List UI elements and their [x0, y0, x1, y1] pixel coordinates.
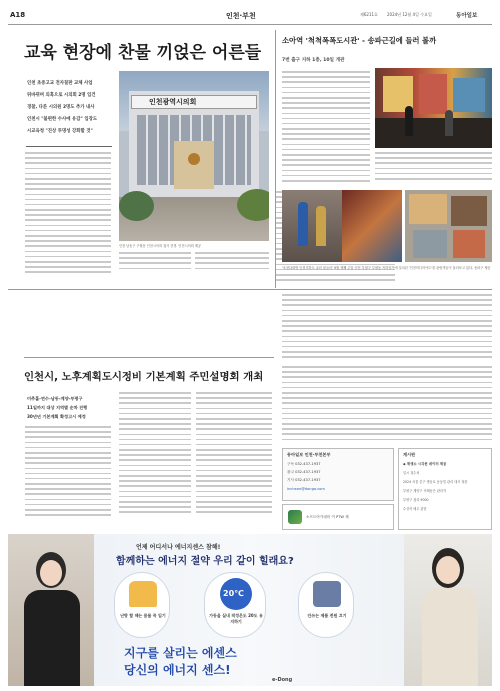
ad-pill-label: 난방 할 때는 몸물 목 입기 — [120, 613, 166, 618]
ad-model-right — [404, 534, 492, 686]
ad-temp: 20℃ — [223, 589, 244, 598]
contact-label: 구독 — [287, 462, 294, 466]
story3-body-col1 — [25, 426, 111, 518]
story3-top-rule — [24, 357, 274, 358]
story2-body-col1 — [282, 71, 370, 186]
notice-row — [403, 479, 489, 484]
small-ad-logo-icon — [288, 510, 302, 524]
contact-label: 광고 — [287, 470, 294, 474]
notice-cell: 서울 중구 명동로 동동빌 관리 대사 절한 — [412, 480, 468, 484]
contact-row — [287, 462, 321, 467]
notice-cell: 2024 — [403, 480, 412, 484]
plug-icon — [313, 581, 341, 607]
notice-cell: 수상자 배우 관한 — [403, 507, 427, 511]
issue-date: 2024년 12월 4일 수요일 — [387, 12, 432, 17]
photo-caption: 인천 남동구 구월동 인천시의회 청사 전경. 인천시의회 제공 — [119, 244, 202, 248]
story3-body-col3 — [196, 392, 272, 518]
story1-lead-line: 인천 초중고교 전자칠판 교체 사업 — [27, 81, 93, 86]
notice-title: 게시판 — [403, 452, 416, 457]
contact-phone: 032-437-1937 — [295, 470, 321, 474]
contact-row — [287, 470, 321, 475]
ad-model-left — [8, 534, 94, 686]
story3-headline: 인천시, 노후계획도시정비 기본계획 주민설명회 개최 — [24, 371, 264, 383]
contact-title: 동아일보 인천·부천본부 — [287, 452, 331, 457]
story2-body-col4 — [282, 366, 492, 444]
story2-subhead: 7번 출구 지하 1층, 10일 개관 — [282, 58, 345, 63]
council-sign: 인천광역시의회 — [149, 98, 197, 106]
story2-body-col3 — [282, 294, 492, 364]
notice-cell: 부평구 계양구 의례동은 관리자 — [403, 489, 447, 493]
story2-headline: 소아역 '척척폭폭도시관' - 송파근길에 들러 볼까 — [282, 36, 437, 45]
issue-number: 제6211호 — [360, 12, 378, 17]
paper-name: 동아일보 — [456, 13, 478, 19]
contact-box — [282, 448, 394, 501]
contact-email[interactable]: incheon@donga.com — [287, 487, 325, 491]
contact-phone: 032-437-1937 — [295, 462, 321, 466]
emblem-icon — [188, 153, 200, 165]
story1-lead-line: 시교육청 "진상 투명성 강화할 것" — [27, 129, 93, 134]
story2-body-col2 — [375, 152, 492, 184]
ad-pill-2 — [204, 572, 266, 638]
notice-cell: 일시 — [403, 471, 410, 475]
ad-slogan-1: 지구를 살리는 에센스 — [124, 646, 237, 660]
contact-row — [287, 478, 321, 483]
contact-label: 기사 — [287, 478, 294, 482]
ad-pill-label: 안쓰는 제품 전원 끄기 — [307, 613, 347, 618]
ad-top-line: 언제 어디서나 에너지센스 참해! — [136, 544, 221, 551]
story1-lead-line: 인천시 "불편한 수사에 유감" 입장도 — [27, 117, 98, 122]
lead-divider — [26, 146, 112, 147]
story1-body-col2 — [119, 252, 191, 272]
story1-body-col1 — [25, 152, 111, 274]
comic-wall-photo — [405, 190, 492, 262]
notice-row — [403, 470, 489, 475]
page-number: A18 — [10, 11, 26, 19]
story3-lead-line: 미추홀-연수-남동-계양-부평구 — [27, 396, 83, 401]
subway-library-photo — [282, 190, 402, 262]
sweater-icon — [129, 581, 157, 607]
story3-lead-line: 30년년 기본계획 확정고시 예정 — [27, 414, 86, 419]
header-rule — [8, 24, 492, 25]
ad-brand: e-Dong — [272, 677, 293, 683]
story1-lead — [27, 78, 112, 138]
contact-phone: 032-437-1937 — [295, 478, 321, 482]
ad-main-line: 함께하는 에너지 절약 우리 같이 힐래요? — [116, 556, 294, 567]
story2-caption: '포천다락방 인천지하도 굴러 물들어' 9월 셋째 주말 인천 부평구 부평동 지하상가에 설치된 '인천미디어아트'를 관람객들이 둘러보고 있다. 송파구 제공 — [282, 266, 491, 270]
notice-cell: 부평구 청리 9000 — [403, 498, 429, 502]
story3-body-col2 — [119, 392, 191, 518]
notice-subtitle: ◆ 제생소 시각문 데이터 제공 — [403, 462, 447, 466]
notice-board — [398, 448, 492, 530]
ad-slogan-2: 당신의 에너지 센스! — [124, 663, 231, 677]
underground-art-photo — [375, 68, 492, 148]
story1-lead-line: 뒤바뀌며 의혹으로 시의회 2명 입건 — [27, 93, 96, 98]
notice-cell: 접수처 — [410, 471, 420, 475]
story3-lead-line: 11일까지 대상 지역별 순차 진행 — [27, 405, 88, 410]
energy-ad[interactable] — [8, 534, 492, 686]
column-divider — [275, 30, 276, 288]
story3-lead — [27, 394, 117, 421]
story1-lead-line: 경찰, 다른 시의원 2명도 추가 내사 — [27, 105, 95, 110]
section-name: 인천·부천 — [226, 12, 256, 20]
small-ad-text: 소프트아카데미 이 PTW 제 — [306, 515, 349, 519]
city-council-photo — [119, 71, 269, 241]
notice-row — [403, 497, 489, 502]
notice-row — [403, 488, 489, 493]
small-ad-box[interactable] — [282, 504, 394, 530]
story1-headline: 교육 현장에 찬물 끼얹은 어른들 — [24, 43, 262, 63]
page-header — [8, 7, 494, 21]
story1-body-col3 — [195, 252, 269, 272]
ad-pill-3 — [298, 572, 354, 638]
notice-row — [403, 506, 489, 511]
ad-pill-1 — [114, 572, 170, 638]
ad-pill-label: 가동을 실내 적정온도 20도 유지하기 — [209, 613, 263, 624]
section-rule-1 — [8, 289, 492, 290]
